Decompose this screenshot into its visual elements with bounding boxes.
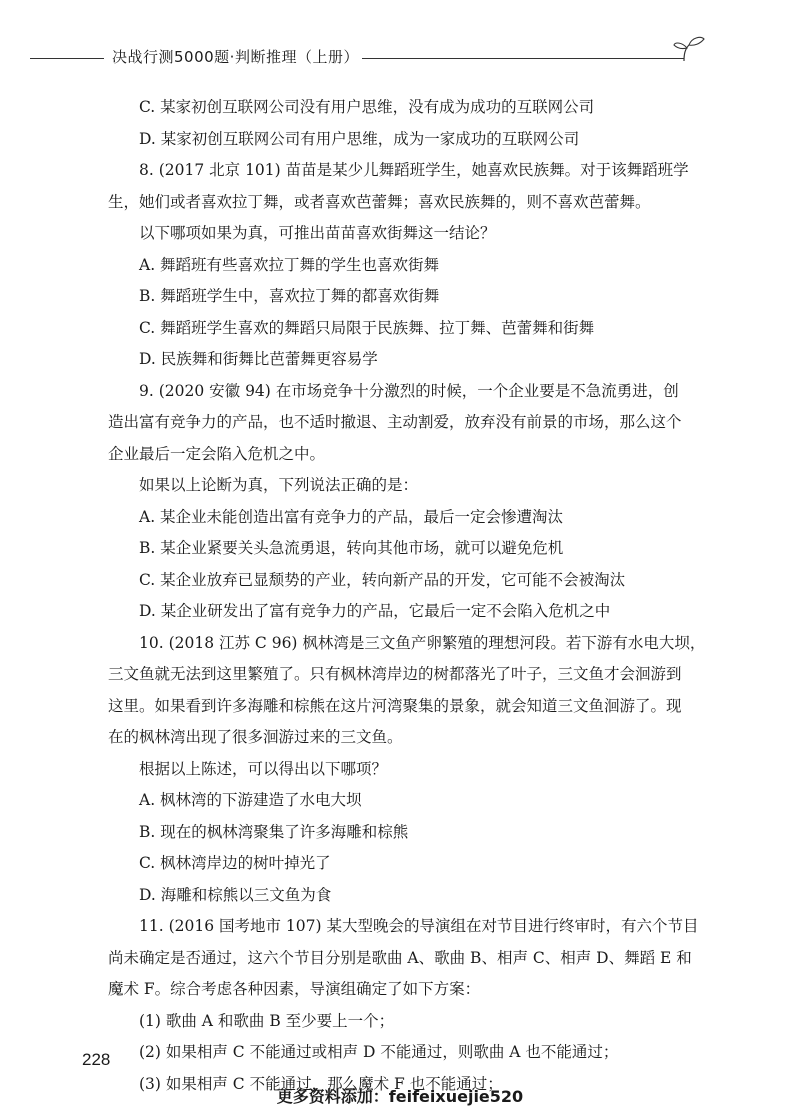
option-b-q9: B. 某企业紧要关头急流勇退，转向其他市场，就可以避免危机 — [139, 539, 564, 557]
option-c-q10: C. 枫林湾岸边的树叶掉光了 — [139, 854, 331, 872]
question-8-stem-cont: 生，她们或者喜欢拉丁舞，或者喜欢芭蕾舞；喜欢民族舞的，则不喜欢芭蕾舞。 — [108, 192, 651, 211]
option-a-q8: A. 舞蹈班有些喜欢拉丁舞的学生也喜欢街舞 — [139, 255, 440, 274]
option-a-q10: A. 枫林湾的下游建造了水电大坝 — [139, 791, 362, 809]
question-11-stem-cont: 魔术 F。综合考虑各种因素，导演组确定了如下方案： — [108, 980, 481, 998]
question-9-stem: 9. (2020 安徽 94) 在市场竞争十分激烈的时候，一个企业要是不急流勇进，创 — [139, 381, 679, 400]
option-d-q9: D. 某企业研发出了富有竞争力的产品，它最后一定不会陷入危机之中 — [139, 602, 611, 620]
option-a-q9: A. 某企业未能创造出富有竞争力的产品，最后一定会惨遭淘汰 — [139, 507, 564, 526]
option-d-q10: D. 海雕和棕熊以三文鱼为食 — [139, 885, 332, 904]
condition-3: (3) 如果相声 C 不能通过，那么魔术 F 也不能通过； — [139, 1074, 503, 1093]
condition-1: (1) 歌曲 A 和歌曲 B 至少要上一个； — [139, 1011, 395, 1030]
question-10-stem-cont: 在的枫林湾出现了很多洄游过来的三文鱼。 — [108, 728, 403, 746]
sprout-icon — [672, 34, 706, 62]
option-d-q7: D. 某家初创互联网公司有用户思维，成为一家成功的互联网公司 — [139, 129, 580, 148]
page-content — [108, 92, 706, 1100]
option-c-q8: C. 舞蹈班学生喜欢的舞蹈只局限于民族舞、拉丁舞、芭蕾舞和街舞 — [139, 318, 595, 337]
option-c-q7: C. 某家初创互联网公司没有用户思维，没有成为成功的互联网公司 — [139, 98, 595, 116]
question-9-stem-cont: 企业最后一定会陷入危机之中。 — [108, 444, 326, 463]
question-11-stem-cont: 尚未确定是否通过，这六个节目分别是歌曲 A、歌曲 B、相声 C、相声 D、舞蹈 E 和 — [108, 948, 692, 967]
question-10-prompt: 根据以上陈述，可以得出以下哪项？ — [139, 759, 388, 778]
question-9-prompt: 如果以上论断为真，下列说法正确的是： — [139, 476, 419, 494]
header-rule-right — [362, 58, 684, 59]
option-b-q10: B. 现在的枫林湾聚集了许多海雕和棕熊 — [139, 822, 409, 841]
header-title: 决战行测5000题·判断推理（上册） — [112, 48, 359, 66]
question-11-stem: 11. (2016 国考地市 107) 某大型晚会的导演组在对节目进行终审时，有六个节目 — [139, 917, 699, 935]
question-8-prompt: 以下哪项如果为真，可推出苗苗喜欢街舞这一结论？ — [139, 224, 496, 242]
condition-2: (2) 如果相声 C 不能通过或相声 D 不能通过，则歌曲 A 也不能通过； — [139, 1043, 619, 1061]
option-c-q9: C. 某企业放弃已显颓势的产业，转向新产品的开发，它可能不会被淘汰 — [139, 570, 626, 589]
option-d-q8: D. 民族舞和街舞比芭蕾舞更容易学 — [139, 350, 378, 368]
option-b-q8: B. 舞蹈班学生中，喜欢拉丁舞的都喜欢街舞 — [139, 287, 440, 305]
page-number: 228 — [82, 1050, 111, 1069]
footer-note: 更多资料添加：feifeixuejie520 — [276, 1087, 524, 1106]
question-8-stem: 8. (2017 北京 101) 苗苗是某少儿舞蹈班学生，她喜欢民族舞。对于该舞蹈班学 — [139, 161, 689, 179]
question-10-stem-cont: 三文鱼就无法到这里繁殖了。只有枫林湾岸边的树都落光了叶子，三文鱼才会洄游到 — [108, 665, 682, 683]
header-rule-left — [30, 58, 104, 59]
question-9-stem-cont: 造出富有竞争力的产品，也不适时撤退、主动割爱，放弃没有前景的市场，那么这个 — [108, 413, 682, 431]
question-10-stem: 10. (2018 江苏 C 96) 枫林湾是三文鱼产卵繁殖的理想河段。若下游有水电大坝， — [139, 633, 706, 652]
question-10-stem-cont: 这里。如果看到许多海雕和棕熊在这片河湾聚集的景象，就会知道三文鱼洄游了。现 — [108, 696, 682, 715]
